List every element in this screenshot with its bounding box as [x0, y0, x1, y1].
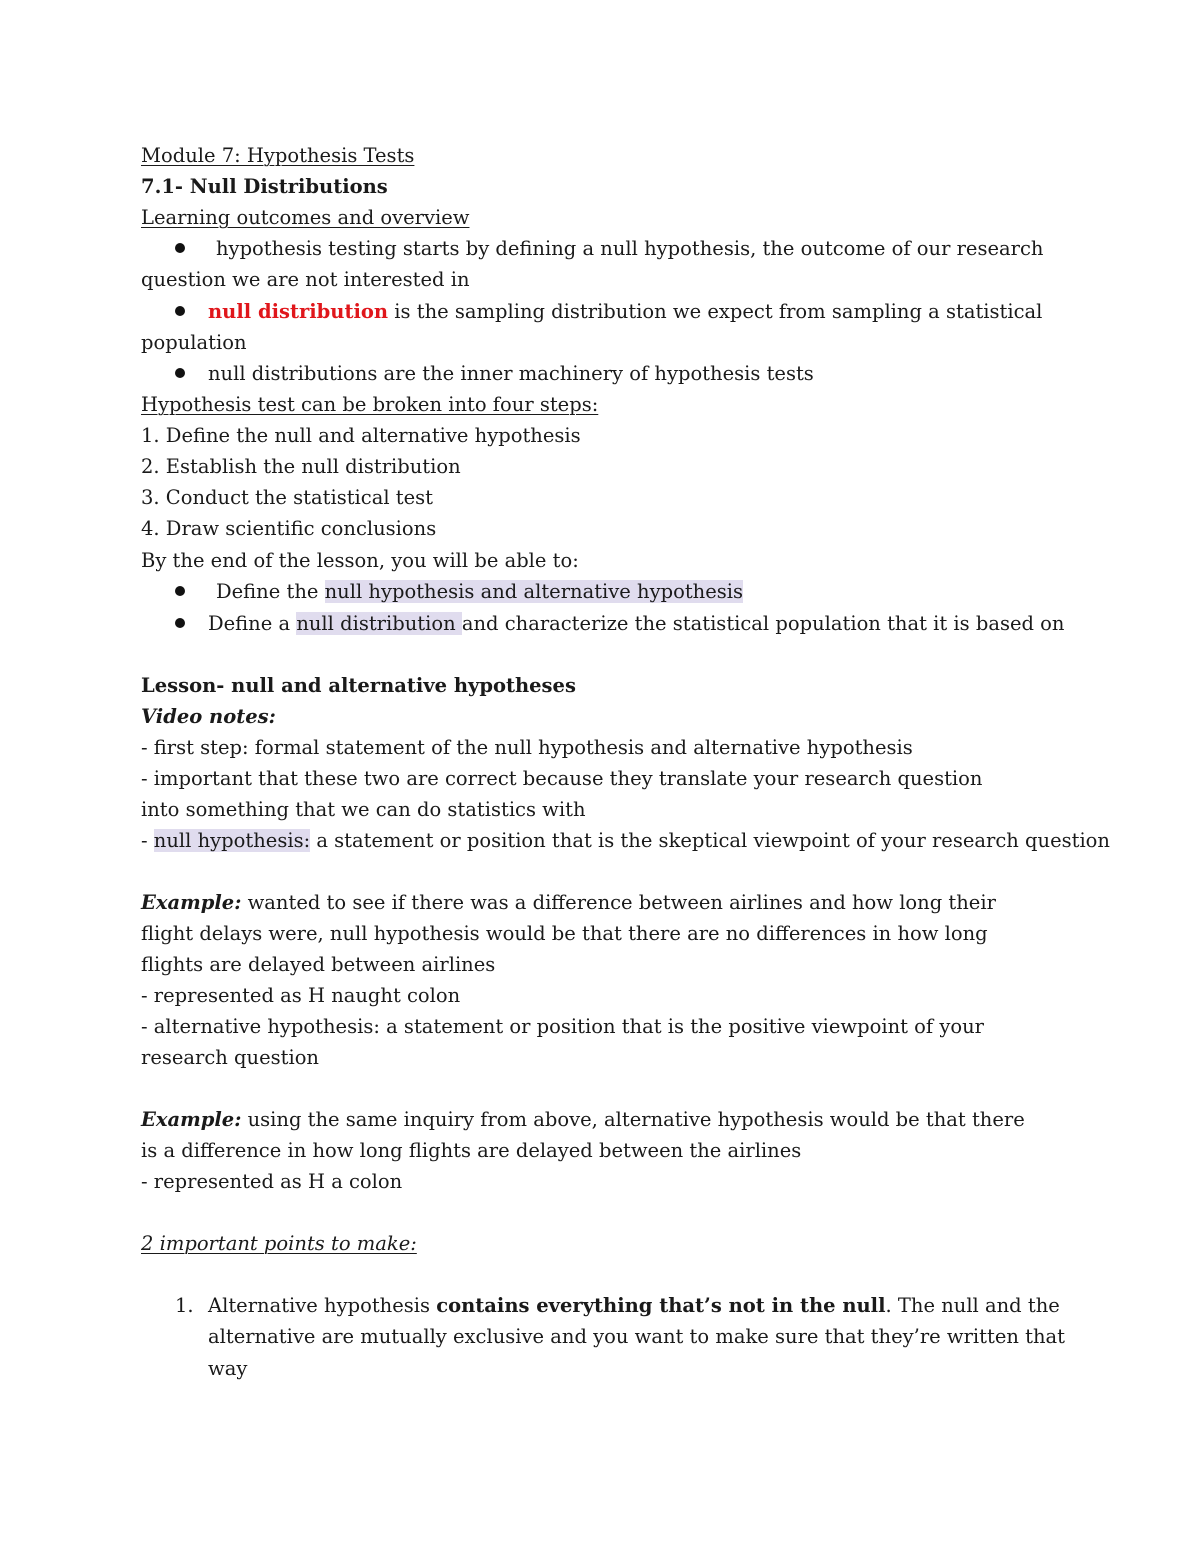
highlight: null distribution — [296, 612, 462, 635]
highlight: null hypothesis: — [153, 829, 311, 852]
bullet-icon — [175, 306, 185, 316]
null-definition — [141, 828, 1110, 854]
point-1-line-2: alternative are mutually exclusive and you want to make sure that they’re written that — [208, 1325, 1065, 1348]
step-3: 3. Conduct the statistical test — [141, 486, 433, 509]
highlight: null hypothesis and alternative hypothesis — [324, 580, 744, 603]
null-def-text: a statement or position that is the skeptical viewpoint of your research question — [310, 829, 1110, 852]
step-1: 1. Define the null and alternative hypothesis — [141, 424, 581, 447]
module-title: Module 7: Hypothesis Tests — [141, 144, 415, 167]
note-2: - important that these two are correct because they translate your research question — [141, 767, 983, 790]
able-text: and characterize the statistical population that it is based on — [461, 612, 1065, 635]
bullet-text-3: null distributions are the inner machinery of hypothesis tests — [208, 362, 814, 385]
able-text: Define the — [216, 580, 325, 603]
example-1-line-3: flights are delayed between airlines — [141, 953, 496, 976]
term-null-distribution: null distribution — [208, 300, 389, 323]
example-text: wanted to see if there was a difference between airlines and how long their — [241, 891, 996, 914]
step-4: 4. Draw scientific conclusions — [141, 517, 437, 540]
example-2-line-2: is a difference in how long flights are delayed between the airlines — [141, 1139, 802, 1162]
point-text: . The null and the — [885, 1294, 1060, 1317]
example-1-line-5: - alternative hypothesis: a statement or position that is the positive viewpoint of your — [141, 1015, 984, 1038]
steps-heading: Hypothesis test can be broken into four steps: — [141, 393, 599, 416]
able-text: Define a — [208, 612, 297, 635]
outcomes-heading: Learning outcomes and overview — [141, 206, 470, 229]
video-notes-label: Video notes: — [141, 705, 276, 728]
example-1-line-2: flight delays were, null hypothesis would be that there are no differences in how long — [141, 922, 988, 945]
bullet-icon — [175, 586, 185, 596]
example-label: Example: — [141, 1108, 242, 1131]
bullet-icon — [175, 243, 185, 253]
able-heading: By the end of the lesson, you will be able to: — [141, 549, 579, 572]
bullet-icon — [175, 368, 185, 378]
note-3: into something that we can do statistics with — [141, 798, 586, 821]
point-1-line-1 — [208, 1293, 1060, 1319]
bullet-text-2: is the sampling distribution we expect from sampling a statistical — [388, 300, 1043, 323]
example-1-line-6: research question — [141, 1046, 319, 1069]
section-heading: 7.1- Null Distributions — [141, 175, 388, 198]
example-1-line-4: - represented as H naught colon — [141, 984, 461, 1007]
bullet-icon — [175, 618, 185, 628]
bullet-text-1: hypothesis testing starts by defining a null hypothesis, the outcome of our research — [216, 237, 1044, 260]
example-text: using the same inquiry from above, alternative hypothesis would be that there — [241, 1108, 1025, 1131]
point-number: 1. — [175, 1294, 194, 1317]
step-2: 2. Establish the null distribution — [141, 455, 461, 478]
example-label: Example: — [141, 891, 242, 914]
bullet-item-2 — [208, 299, 1042, 325]
bullet-text-2-cont: population — [141, 331, 247, 354]
able-item-1 — [216, 579, 743, 605]
lesson-heading: Lesson- null and alternative hypotheses — [141, 674, 576, 697]
dash: - — [141, 829, 154, 852]
example-2-line-1 — [141, 1107, 1025, 1133]
bullet-text-1-cont: question we are not interested in — [141, 268, 470, 291]
points-heading: 2 important points to make: — [141, 1232, 417, 1255]
note-1: - first step: formal statement of the null hypothesis and alternative hypothesis — [141, 736, 913, 759]
point-1-line-3: way — [208, 1357, 248, 1380]
point-bold: contains everything that’s not in the null — [436, 1294, 886, 1317]
point-text: Alternative hypothesis — [208, 1294, 437, 1317]
able-item-2 — [208, 611, 1064, 637]
example-1-line-1 — [141, 890, 996, 916]
example-2-line-3: - represented as H a colon — [141, 1170, 403, 1193]
